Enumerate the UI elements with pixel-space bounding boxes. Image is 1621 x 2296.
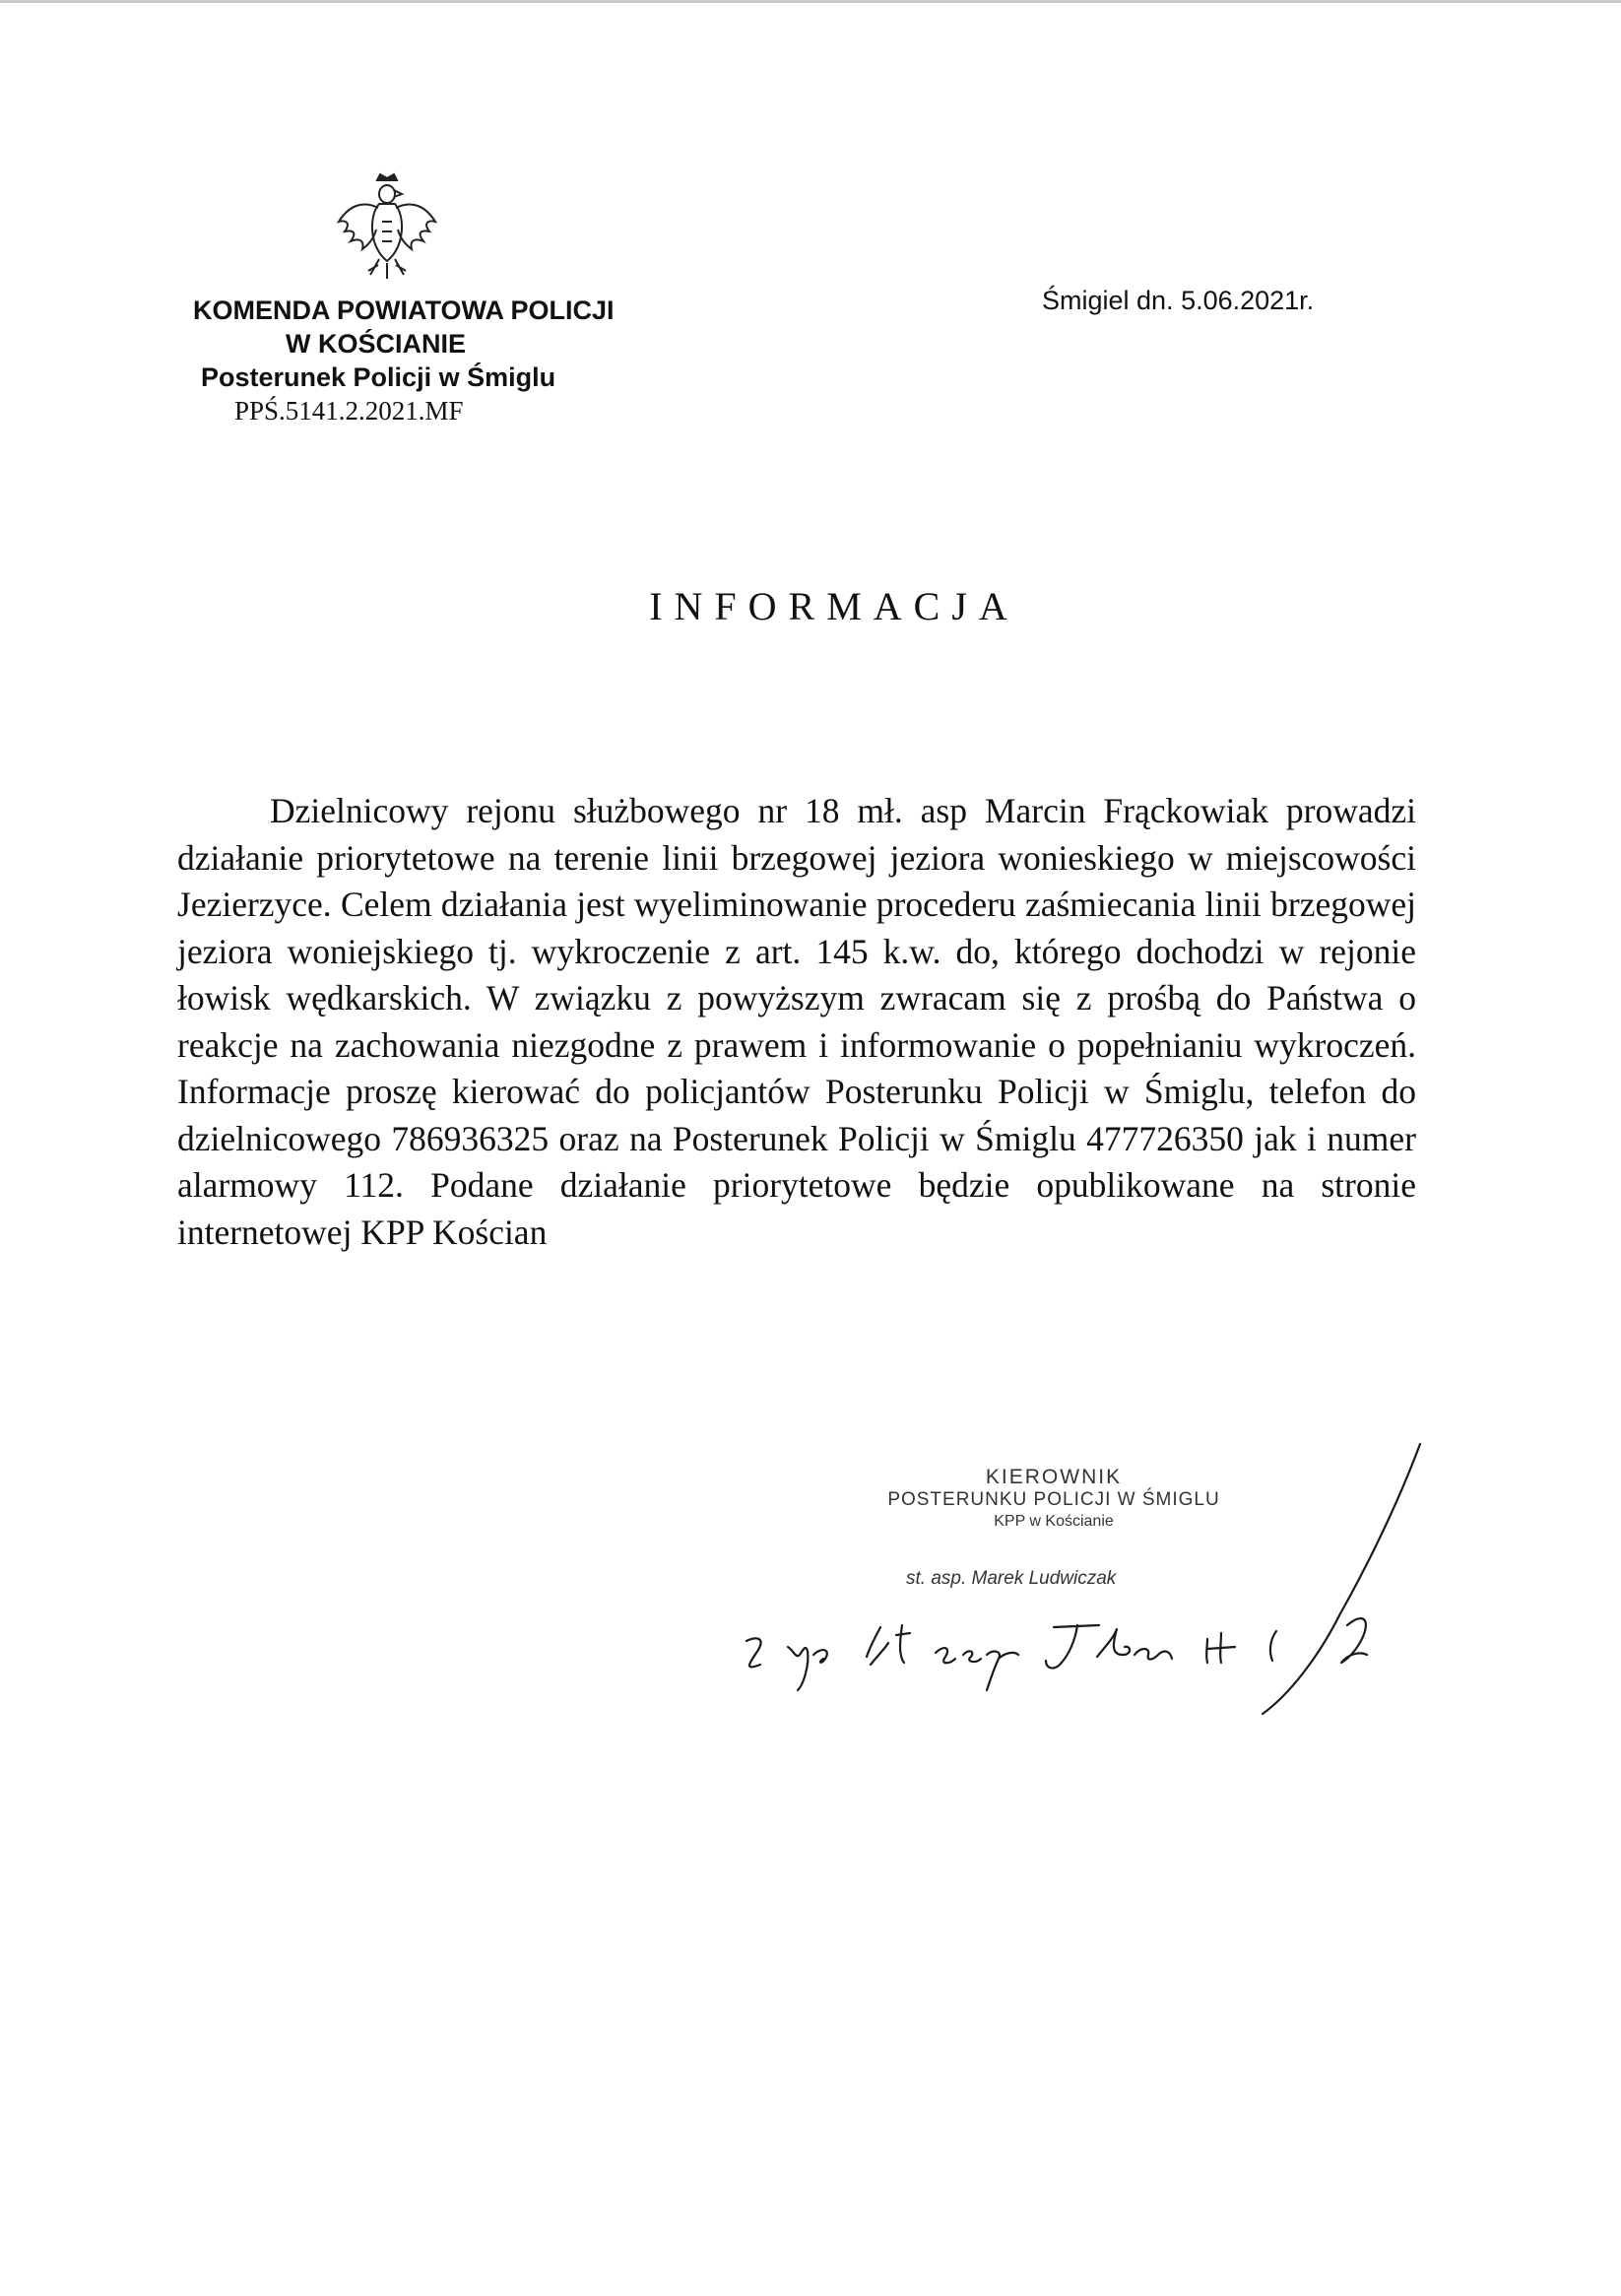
- document-title: INFORMACJA: [649, 584, 1019, 628]
- stamp-name: st. asp. Marek Ludwiczak: [906, 1568, 1117, 1589]
- issuer-header: [148, 294, 739, 427]
- official-stamp: [847, 1466, 1261, 1533]
- stamp-line-2: POSTERUNKU POLICJI W ŚMIGLU: [887, 1489, 1220, 1510]
- issuer-line-3: Posterunek Policji w Śmiglu: [201, 362, 556, 392]
- scan-edge: [0, 0, 1621, 3]
- polish-eagle-emblem: [333, 172, 441, 283]
- issuer-line-2: W KOŚCIANIE: [286, 329, 467, 359]
- stamp-line-1: KIEROWNIK: [985, 1466, 1123, 1488]
- document-body: Dzielnicowy rejonu służbowego nr 18 mł. asp Marcin Frąckowiak prowadzi działanie priorytetowe na terenie linii brzegowej jeziora wonieskiego w miejscowości Jezierzyce. Celem działania jest wyeliminowanie procederu zaśmiecania linii brzegowej jeziora woniejskiego tj. wykroczenie z art. 145 k.w. do, którego dochodzi w rejonie łowisk wędkarskich. W związku z powyższym zwracam się z prośbą do Państwa o reakcje na zachowania niezgodne z prawem i informowanie o popełnianiu wykroczeń. Informacje proszę kierować do policjantów Posterunku Policji w Śmiglu, telefon do dzielnicowego 786936325 oraz na Posterunek Policji w Śmiglu 477726350 jak i numer alarmowy 112. Podane działanie priorytetowe będzie opublikowane na stronie internetowej KPP Kościan: [177, 791, 1416, 1252]
- issuer-line-1: KOMENDA POWIATOWA POLICJI: [193, 295, 615, 325]
- document-date: Śmigiel dn. 5.06.2021r.: [1042, 286, 1315, 315]
- stamp-line-3: KPP w Kościanie: [994, 1513, 1114, 1530]
- reference-number: PPŚ.5141.2.2021.MF: [234, 396, 464, 426]
